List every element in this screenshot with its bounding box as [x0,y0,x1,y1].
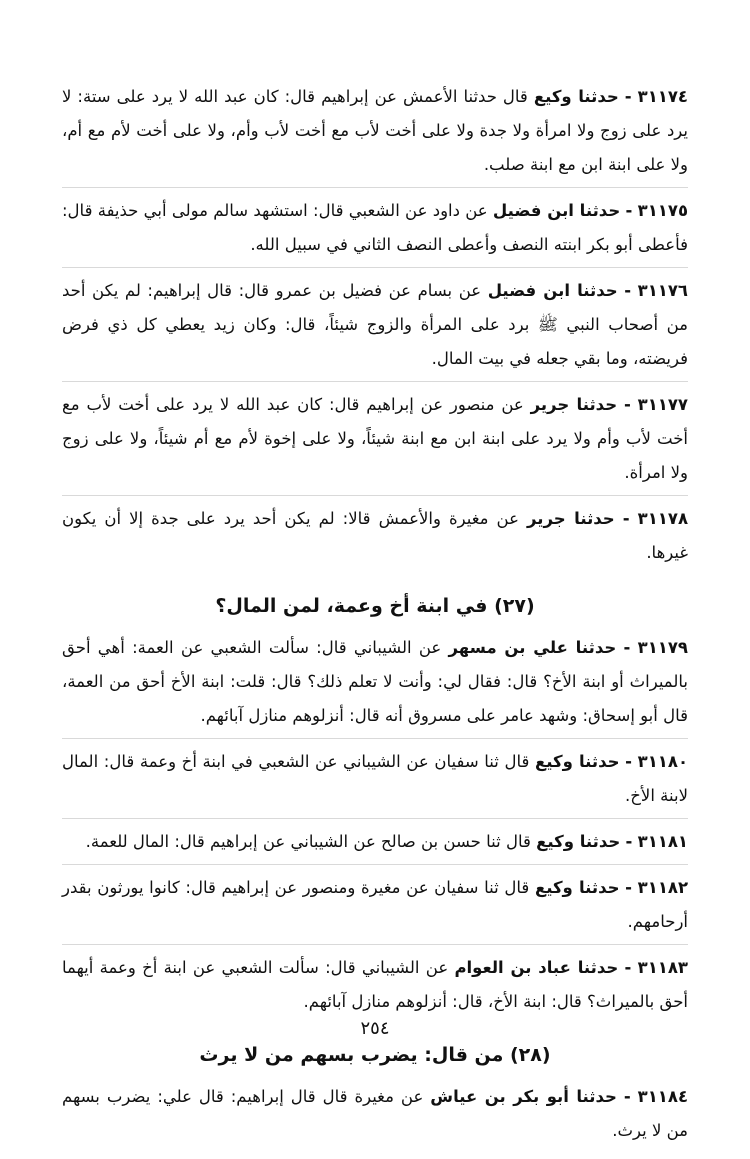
hadith-lead: حدثنا ابن فضيل [487,281,618,300]
hadith-entry [62,951,688,1024]
hadith-number: ٣١١٨١ [637,832,688,851]
hadith-number: ٣١١٧٨ [637,509,689,528]
hadith-number: ٣١١٧٩ [637,638,688,657]
hadith-entry [62,388,688,496]
hadith-lead: حدثنا وكيع [533,87,619,106]
hadith-entry [62,274,688,382]
hadith-lead: حدثنا جرير [527,509,615,528]
hadith-separator: - [625,878,633,897]
hadith-lead: حدثنا علي بن مسهر [448,638,617,657]
hadith-text: عن مغيرة والأعمش قالا: لم يكن أحد يرد على جدة إلا أن يكون غيرها. [62,509,688,562]
hadith-text: عن الشيباني قال: سألت الشعبي عن العمة: أهي أحق بالميراث أو ابنة الأخ؟ قال: فقال لي: وأنت لا تعلم ذلك؟ قال: قلت: ابنة الأخ أحق من العمة، قال أبو إسحاق: وشهد عامر على مسروق أنه قال: أنزلوهم منازل آبائهم. [62,638,688,725]
hadith-separator: - [625,752,633,771]
hadith-text: عن مغيرة قال قال إبراهيم: قال علي: يضرب بسهم من لا يرث. [62,1087,688,1140]
hadith-entry [62,194,688,268]
hadith-lead: حدثنا عباد بن العوام [454,958,619,977]
hadith-number: ٣١١٧٥ [637,201,689,220]
hadith-text: قال ثنا حسن بن صالح عن الشيباني عن إبراهيم قال: المال للعمة. [85,832,531,851]
hadith-lead: حدثنا وكيع [536,832,621,851]
hadith-text: عن الشيباني قال: سألت الشعبي عن ابنة أخ وعمة أيهما أحق بالميراث؟ قال: ابنة الأخ، قال: أنزلوهم منازل آبائهم. [62,958,688,1011]
hadith-number: ٣١١٧٦ [637,281,688,300]
hadith-text: عن بسام عن فضيل بن عمرو قال: قال إبراهيم: لم يكن أحد من أصحاب النبي ﷺ برد على المرأة والزوج شيئاً، قال: وكان زيد يعطي كل ذي فرض فريضته، وما بقي جعله في بيت المال. [62,281,688,368]
hadith-separator: - [624,958,632,977]
hadith-number: ٣١١٧٤ [637,87,688,106]
hadith-separator: - [625,201,633,220]
hadith-separator: - [623,1087,631,1106]
hadith-text: قال حدثنا الأعمش عن إبراهيم قال: كان عبد الله لا يرد على ستة: لا يرد على زوج ولا امرأة ولا جدة ولا على أخت لأب مع أخت لأب وأم، ولا على أخت لأم مع أم، ولا على ابنة ابن مع ابنة صلب. [62,87,688,174]
hadith-lead: حدثنا جرير [530,395,618,414]
hadith-entry [62,745,688,819]
hadith-separator: - [625,832,633,851]
hadith-entry [62,80,688,188]
hadith-separator: - [622,509,630,528]
hadith-number: ٣١١٧٧ [637,395,688,414]
hadith-lead: حدثنا أبو بكر بن عياش [430,1087,617,1106]
hadith-separator: - [623,638,631,657]
hadith-number: ٣١١٨٢ [637,878,689,897]
hadith-number: ٣١١٨٤ [637,1087,689,1106]
chapter-heading-28: (٢٨) من قال: يضرب بسهم من لا يرث [199,1044,551,1066]
hadith-number: ٣١١٨٣ [637,958,688,977]
hadith-text: عن منصور عن إبراهيم قال: كان عبد الله لا يرد على أخت لأب مع أخت لأب وأم ولا يرد على ابنة ابن مع ابنة شيئاً، ولا على إخوة لأم مع أم شيئاً، ولا على زوج ولا امرأة. [62,395,688,482]
hadith-separator: - [624,87,632,106]
hadith-separator: - [624,281,632,300]
hadith-text: عن داود عن الشعبي قال: استشهد سالم مولى أبي حذيفة قال: فأعطى أبو بكر ابنته النصف وأعطى النصف الثاني في سبيل الله. [62,201,688,254]
chapter-heading-27: (٢٧) في ابنة أخ وعمة، لمن المال؟ [215,595,535,617]
hadith-lead: حدثنا ابن فضيل [492,201,621,220]
hadith-lead: حدثنا وكيع [535,752,620,771]
hadith-entry [62,1080,688,1153]
hadith-text: قال ثنا سفيان عن مغيرة ومنصور عن إبراهيم قال: كانوا يورثون بقدر أرحامهم. [62,878,688,931]
hadith-entry [62,871,688,945]
hadith-text: قال ثنا سفيان عن الشيباني عن الشعبي في ابنة أخ وعمة قال: المال لابنة الأخ. [62,752,688,805]
hadith-lead: حدثنا وكيع [534,878,620,897]
hadith-number: ٣١١٨٠ [637,752,689,771]
hadith-entry [62,631,688,739]
hadith-separator: - [623,395,631,414]
page-content [62,80,688,1159]
hadith-entry [62,825,688,865]
hadith-entry [62,502,688,575]
page-number: ٢٥٤ [360,1018,390,1039]
